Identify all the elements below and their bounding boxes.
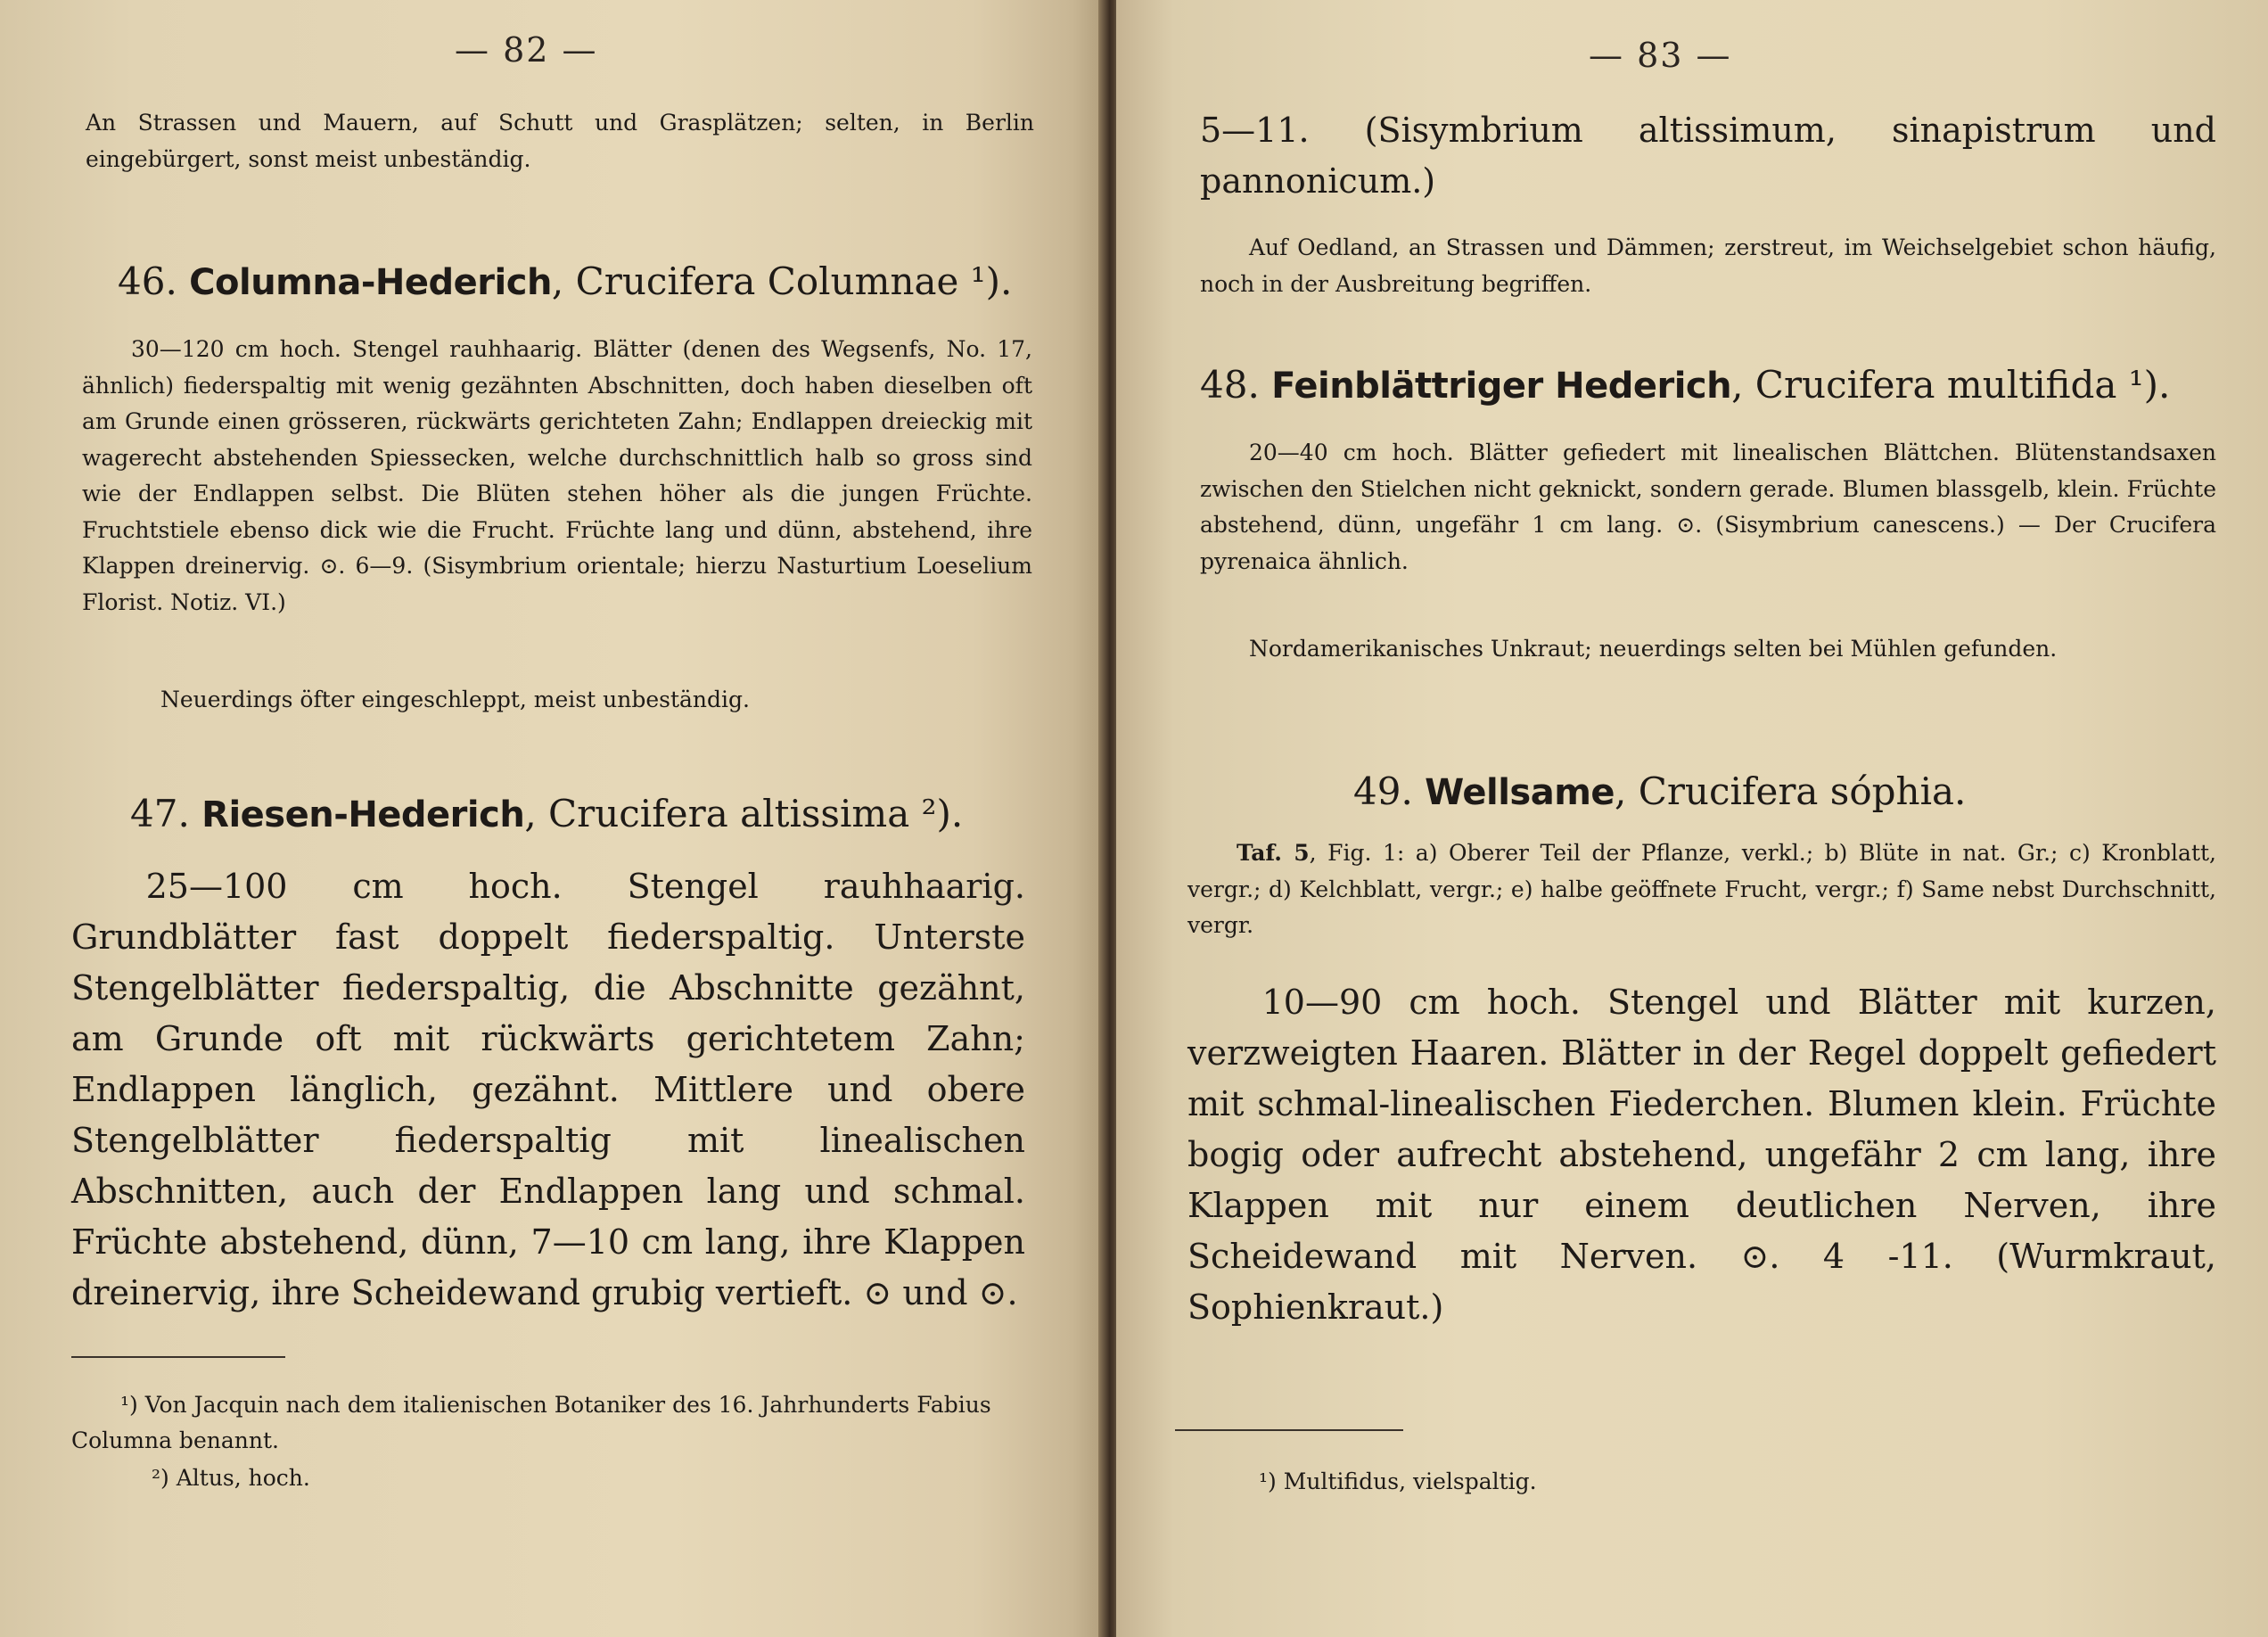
species-german-name: Columna-Hederich	[189, 262, 552, 303]
footnote-divider	[71, 1356, 285, 1358]
footnote-1: ¹) Von Jacquin nach dem italienischen Botaniker des 16. Jahrhunderts Fabius Columna benannt.	[71, 1392, 991, 1453]
species-latin-name: , Crucifera sóphia.	[1615, 769, 1967, 813]
page-number: — 83 —	[1589, 36, 1732, 75]
species-description-49: 10—90 cm hoch. Stengel und Blätter mit kurzen, verzweigten Haaren. Blätter in der Regel doppelt gefiedert mit schmal-linealischen Fiederchen. Blumen klein. Früchte bogig oder aufrecht abstehend, ungefähr 2 cm lang, ihre Klappen mit nur einem deutlichen Nerven, ihre Scheidewand mit Nerven. ⊙. 4 -11. (Wurmkraut, Sophienkraut.)	[1187, 983, 2216, 1327]
species-description-48: 20—40 cm hoch. Blätter gefiedert mit linealischen Blättchen. Blütenstandsaxen zwischen den Stielchen nicht geknickt, sondern gerade. Blumen blassgelb, klein. Früchte abstehend, dünn, ungefähr 1 cm lang. ⊙. (Sisymbrium canescens.) — Der Crucifera pyrenaica ähnlich.	[1200, 440, 2216, 574]
species-german-name: Feinblättriger Hederich	[1271, 366, 1732, 407]
species-latin-name: , Crucifera Columnae ¹).	[551, 259, 1013, 303]
species-german-name: Riesen-Hederich	[201, 794, 525, 835]
species-number: 46.	[118, 259, 177, 303]
species-description-47: 25—100 cm hoch. Stengel rauhhaarig. Grundblätter fast doppelt fiederspaltig. Unterste Stengelblätter fiederspaltig, die Abschnitte gezähnt, am Grunde oft mit rückwärts gerichtetem Zahn; Endlappen länglich, gezähnt. Mittlere und obere Stengelblätter fiederspaltig mit linealischen Abschnitten, auch der Endlappen lang und schmal. Früchte abstehend, dünn, 7—10 cm lang, ihre Klappen dreinervig, ihre Scheidewand grubig vertieft. ⊙ und ⊙.	[71, 867, 1025, 1312]
species-habitat-48: Nordamerikanisches Unkraut; neuerdings selten bei Mühlen gefunden.	[1249, 636, 2058, 662]
plate-label: Taf. 5	[1237, 840, 1310, 866]
species-heading-46	[118, 255, 1012, 309]
plate-caption: , Fig. 1: a) Oberer Teil der Pflanze, verkl.; b) Blüte in nat. Gr.; c) Kronblatt, vergr.; d) Kelchblatt, vergr.; e) halbe geöffnete Frucht, vergr.; f) Same nebst Durchschnitt, vergr.	[1187, 840, 2216, 938]
intro-habitat: Auf Oedland, an Strassen und Dämmen; zerstreut, im Weichselgebiet schon häufig, noch in der Ausbreitung begriffen.	[1200, 234, 2216, 297]
plate-reference	[1187, 835, 2216, 944]
intro-habitat: An Strassen und Mauern, auf Schutt und Grasplätzen; selten, in Berlin eingebürgert, sonst meist unbeständig.	[86, 110, 1034, 172]
left-page	[0, 0, 1105, 1637]
species-heading-47	[130, 787, 963, 842]
footnote-2: ²) Altus, hoch.	[152, 1465, 310, 1491]
continued-description: 5—11. (Sisymbrium altissimum, sinapistrum und pannonicum.)	[1200, 111, 2216, 201]
species-german-name: Wellsame	[1425, 772, 1615, 813]
species-description-46: 30—120 cm hoch. Stengel rauhhaarig. Blätter (denen des Wegsenfs, No. 17, ähnlich) fiederspaltig mit wenig gezähnten Abschnitten, doch haben dieselben oft am Grunde einen grösseren, rückwärts gerichteten Zahn; Endlappen dreieckig mit wagerecht abstehenden Spiessecken, welche durchschnittlich halb so gross sind wie der Endlappen selbst. Die Blüten stehen höher als die jungen Früchte. Fruchtstiele ebenso dick wie die Frucht. Früchte lang und dünn, abstehend, ihre Klappen dreinervig. ⊙. 6—9. (Sisymbrium orientale; hierzu Nasturtium Loeselium Florist. Notiz. VI.)	[82, 336, 1032, 615]
species-latin-name: , Crucifera altissima ²).	[524, 792, 964, 835]
species-habitat-46: Neuerdings öfter eingeschleppt, meist unbeständig.	[160, 687, 750, 712]
species-latin-name: , Crucifera multifida ¹).	[1731, 363, 2171, 407]
species-number: 49.	[1353, 769, 1413, 813]
species-heading-49	[1353, 765, 1966, 819]
footnote-1: ¹) Multifidus, vielspaltig.	[1259, 1468, 1537, 1494]
species-heading-48	[1200, 358, 2170, 413]
page-number: — 82 —	[455, 30, 598, 70]
footnote-divider	[1175, 1429, 1403, 1431]
right-page	[1116, 0, 2268, 1637]
species-number: 47.	[130, 792, 190, 835]
species-number: 48.	[1200, 363, 1260, 407]
